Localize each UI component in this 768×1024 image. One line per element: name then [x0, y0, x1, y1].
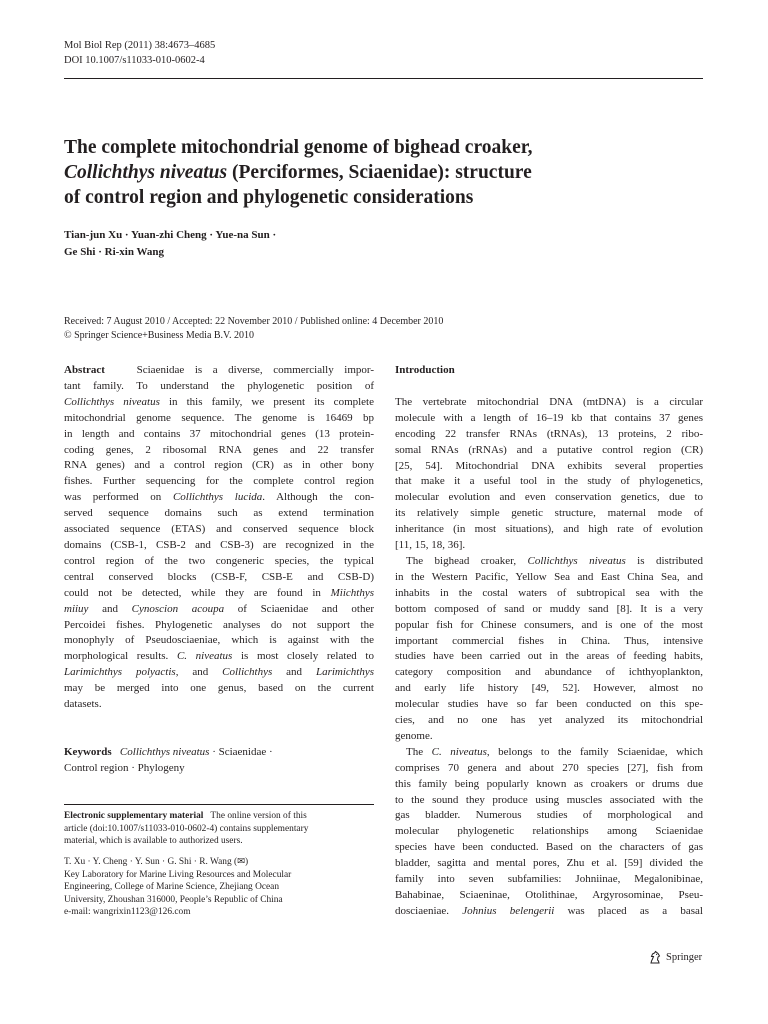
abstract-line: miiuy and Cynoscion acoupa of Sciaenidae and other — [64, 602, 374, 615]
abstract-line: domains (CSB-1, CSB-2 and CSB-3) are recognized in the — [64, 538, 374, 551]
introduction-line: inheritance (in most situations), and high rate of evolution — [395, 523, 703, 536]
publisher-name: Springer — [666, 951, 703, 963]
keywords-line-2: Control region · Phylogeny — [64, 761, 185, 774]
introduction-line: studies have been carried out in the areas of feeding habits, — [395, 650, 703, 663]
title-line-3: of control region and phylogenetic considerations — [64, 187, 474, 208]
keywords-section — [64, 745, 374, 777]
introduction-line: bottom composed of sand or muddy sand [8]. It is a very — [395, 602, 703, 615]
introduction-body — [395, 395, 703, 920]
doi-text: DOI 10.1007/s11033-010-0602-4 — [64, 55, 205, 66]
abstract-line: Abstract Sciaenidae is a diverse, commercially impor- — [64, 364, 374, 376]
introduction-line: and early life history [49, 52]. However, almost no — [395, 682, 703, 695]
introduction-line: molecular phylogenetic relationships among Sciaenidae — [395, 825, 703, 838]
introduction-line: The vertebrate mitochondrial DNA (mtDNA) is a circular — [395, 395, 703, 408]
esm-line-1: Electronic supplementary material The online version of this — [64, 811, 307, 821]
email-link[interactable]: e-mail: wangrixin1123@126.com — [64, 907, 191, 918]
article-title — [64, 135, 684, 210]
copyright: © Springer Science+Business Media B.V. 2010 — [64, 330, 254, 341]
supplementary-note — [64, 810, 374, 848]
introduction-line: species have been conducted. Based on the characters of gas — [395, 841, 703, 854]
abstract-line: associated sequence (ETAS) and conserved sequence block — [64, 523, 374, 536]
abstract-line: Percoidei fishes. Phylogenetic analyses do not support the — [64, 618, 374, 631]
abstract-line: tant family. To understand the phylogenetic position of — [64, 379, 374, 392]
supplementary-doi-link[interactable]: article (doi:10.1007/s11033-010-0602-4) contains supplementary — [64, 823, 309, 834]
journal-header — [64, 38, 215, 68]
abstract-line: may be merged into one genus, based on the current — [64, 682, 374, 695]
introduction-line: cies, and no one has yet analyzed its mitochondrial — [395, 714, 703, 727]
introduction-line: gas bladder. Numerous studies of morphological and — [395, 809, 703, 822]
authors-line-1: Tian-jun Xu · Yuan-zhi Cheng · Yue-na Sun · — [64, 229, 277, 241]
footnote-rule — [64, 804, 374, 805]
journal-citation: Mol Biol Rep (2011) 38:4673–4685 — [64, 40, 216, 51]
abstract-line: monophyly of Pseudosciaeniae, which is against with the — [64, 634, 374, 647]
affil-line: T. Xu · Y. Cheng · Y. Sun · G. Shi · R. Wang (✉) — [64, 857, 249, 867]
introduction-line: somal RNAs (rRNAs) and a putative control region (CR) — [395, 443, 703, 456]
introduction-line: comprises 70 genera and about 270 species [27], fish from — [395, 761, 703, 774]
affil-line: Engineering, College of Marine Science, Zhejiang Ocean — [64, 882, 280, 893]
introduction-line: encoding 22 transfer RNAs (tRNAs), 13 proteins, 2 ribo- — [395, 427, 703, 440]
article-dates — [64, 315, 443, 343]
title-species: Collichthys niveatus — [64, 162, 228, 183]
abstract-line: was performed on Collichthys lucida. Although the con- — [64, 491, 374, 504]
introduction-line: molecular evolution and even conservation genetics, due to — [395, 491, 703, 504]
abstract-line: in length and contains 37 mitochondrial genes (13 protein- — [64, 427, 374, 440]
introduction-line: category composition and abundance of ichthyoplankton, — [395, 666, 703, 679]
abstract-line: mitochondrial genome sequence. The genome is 16469 bp — [64, 411, 374, 424]
esm-line-2 — [64, 823, 374, 836]
introduction-line: dosciaeniae. Johnius belengerii was placed as a basal — [395, 904, 703, 917]
introduction-line: The bighead croaker, Collichthys niveatus is distributed — [406, 554, 703, 567]
affil-line: University, Zhoushan 316000, People’s Republic of China — [64, 894, 283, 905]
abstract-line: could not be detected, while they are found in Miichthys — [64, 586, 374, 599]
right-column — [395, 363, 703, 920]
abstract-section — [64, 363, 374, 713]
abstract-heading: Abstract — [64, 364, 105, 376]
introduction-line: in the Western Pacific, Yellow Sea and East China Sea, and — [395, 570, 703, 583]
received-dates: Received: 7 August 2010 / Accepted: 22 November 2010 / Published online: 4 December 2010 — [64, 316, 444, 327]
keywords-line-1: Keywords Collichthys niveatus · Sciaenidae · — [64, 745, 273, 758]
affil-line: Key Laboratory for Marine Living Resources and Molecular — [64, 869, 292, 880]
introduction-line: [11, 15, 18, 36]. — [395, 539, 466, 552]
header-rule — [64, 78, 703, 79]
abstract-line: RNA genes) and a control region (CR) as in other bony — [64, 459, 374, 472]
introduction-heading: Introduction — [395, 364, 455, 376]
introduction-line: popular fish for Chinese consumers, and is one of the most — [395, 618, 703, 631]
introduction-line: its relatively simple genetic structure, maternal mode of — [395, 507, 703, 520]
left-column — [64, 363, 374, 777]
introduction-line: bladder, sagitta and mental pores, Zhu et al. [59] divided the — [395, 857, 703, 870]
introduction-line: The C. niveatus, belongs to the family Sciaenidae, which — [406, 745, 703, 758]
abstract-line: control region of the two congeneric species, the typical — [64, 554, 374, 567]
abstract-line: served sequence domains such as extend termination — [64, 507, 374, 520]
abstract-line: central conserved blocks (CSB-F, CSB-E and CSB-D) — [64, 570, 374, 583]
introduction-line: Bahabinae, Sciaeninae, Otolithinae, Argyrosominae, Pseu- — [395, 889, 703, 901]
title-line-2-rest: (Perciformes, Sciaenidae): structure — [227, 162, 532, 183]
title-line-1: The complete mitochondrial genome of bighead croaker, — [64, 137, 533, 158]
introduction-line: that make it a useful tool in the study of phylogenetics, — [395, 475, 703, 488]
introduction-line: to the sound they produce using muscles associated with the — [395, 793, 703, 806]
springer-knight-icon — [648, 950, 662, 964]
introduction-line: important commercial fishes in China. Thus, intensive — [395, 634, 703, 647]
author-affiliation — [64, 856, 374, 919]
title-line-2 — [64, 160, 684, 185]
publisher-footer — [648, 950, 702, 964]
introduction-line: this family being popularly known as croakers or drums due — [395, 777, 703, 790]
introduction-line: genome. — [395, 729, 433, 742]
esm-heading: Electronic supplementary material — [64, 811, 204, 821]
introduction-line: molecular studies have so far been conducted on this spe- — [395, 698, 703, 711]
introduction-line: molecule with a length of 16–19 kb that contains 37 genes — [395, 411, 703, 424]
authors-line-2: Ge Shi · Ri-xin Wang — [64, 246, 165, 258]
introduction-line: family into seven subfamilies: Johniinae, Megalonibinae, — [395, 873, 703, 886]
introduction-line: inhabits in the costal waters of subtropical sea with the — [395, 586, 703, 599]
keywords-heading: Keywords — [64, 745, 112, 758]
esm-line-3: material, which is available to authorized users. — [64, 836, 243, 847]
abstract-line: morphological results. C. niveatus is most closely related to — [64, 650, 374, 663]
introduction-line: [25, 54]. Mitochondrial DNA exhibits several properties — [395, 459, 703, 472]
abstract-line: fishes. Further sequencing for the complete control region — [64, 475, 374, 488]
abstract-line: datasets. — [64, 698, 102, 711]
author-list — [64, 227, 276, 261]
abstract-line: coding genes, 2 ribosomal RNA genes and 22 transfer — [64, 443, 374, 456]
abstract-line: Collichthys niveatus in this family, we present its complete — [64, 395, 374, 408]
abstract-line: Larimichthys polyactis, and Collichthys and Larimichthys — [64, 666, 375, 679]
email-line — [64, 906, 374, 919]
